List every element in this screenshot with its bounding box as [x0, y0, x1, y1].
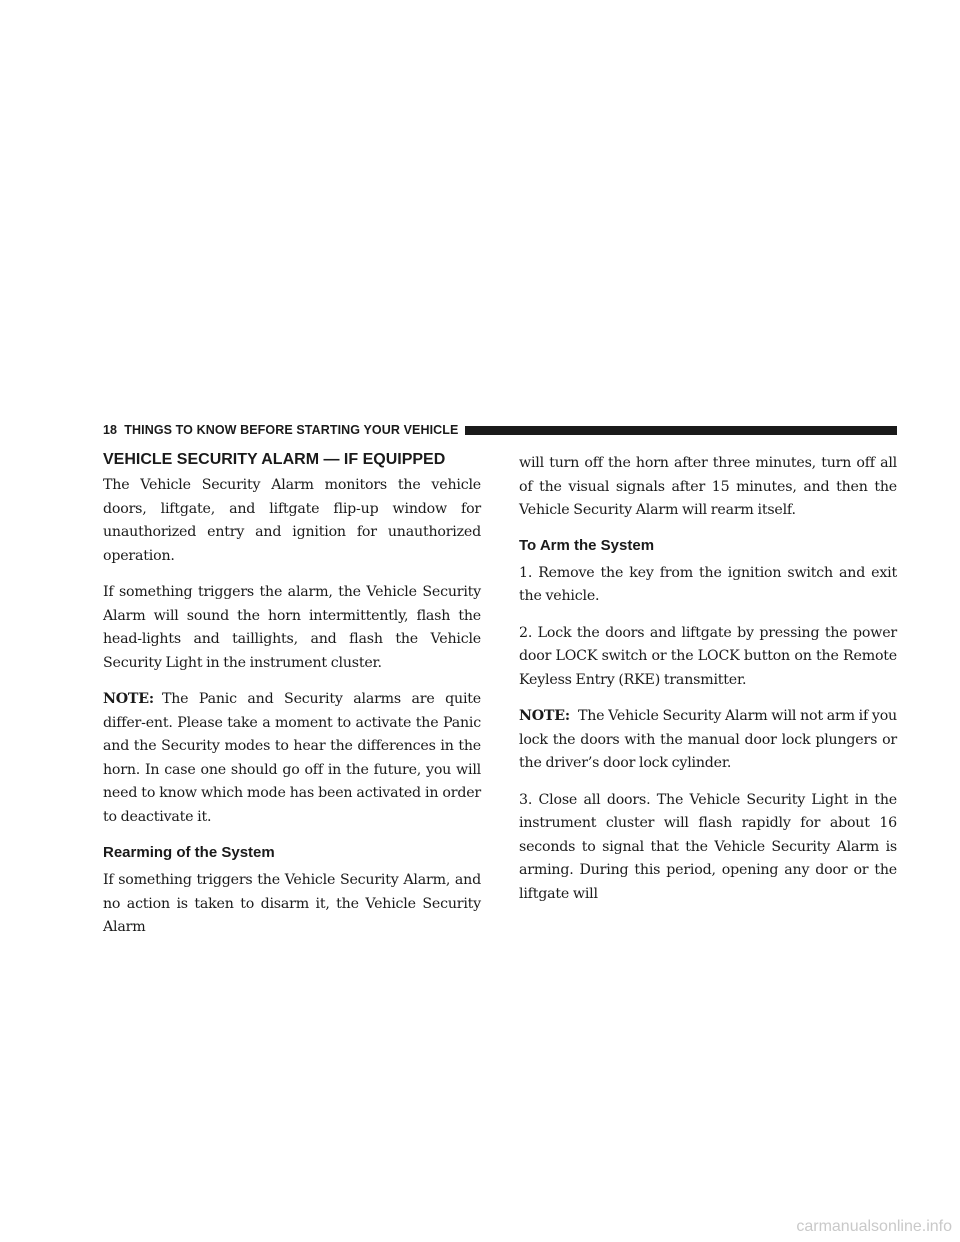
note-text: The Panic and Security alarms are quite differ-ent. Please take a moment to activate the Panic and the Security modes to hear the differences in the horn. In case one should go off in the future, you will need to know which mode has been activated in order to deactivate it.: [103, 691, 481, 825]
paragraph-triggers: If something triggers the alarm, the Vehicle Security Alarm will sound the horn intermittently, flash the head-lights and taillights, and flash the Vehicle Security Light in the instrument cluster.: [103, 584, 481, 671]
paragraph-rearming: If something triggers the Vehicle Security Alarm, and no action is taken to disarm it, the Vehicle Security Alarm: [103, 872, 481, 935]
paragraph-monitors: The Vehicle Security Alarm monitors the vehicle doors, liftgate, and liftgate flip-up window for unauthorized entry and ignition for unauthorized operation.: [103, 477, 481, 564]
chapter-title: THINGS TO KNOW BEFORE STARTING YOUR VEHICLE: [124, 423, 459, 437]
section-heading: VEHICLE SECURITY ALARM — IF EQUIPPED: [103, 451, 446, 468]
note-panic: [103, 688, 481, 829]
running-head: [103, 419, 897, 441]
step-2: 2. Lock the doors and liftgate by pressing the power door LOCK switch or the LOCK button on the Remote Keyless Entry (RKE) transmitter.: [519, 624, 897, 688]
note-label: NOTE:: [519, 708, 570, 724]
watermark: carmanualsonline.info: [796, 1218, 952, 1235]
step-1: 1. Remove the key from the ignition switch and exit the vehicle.: [519, 564, 897, 604]
running-head-text: [103, 423, 458, 437]
left-column: [103, 450, 481, 953]
paragraph-rearm-continued: will turn off the horn after three minutes, turn off all of the visual signals after 15 minutes, and then the Vehicle Security Alarm will rearm itself.: [519, 455, 897, 518]
note-label: NOTE:: [103, 691, 154, 707]
subheading-arm: To Arm the System: [519, 536, 655, 554]
note-manual-lock: [519, 705, 897, 776]
page-number: 18: [103, 423, 118, 437]
header-rule: [465, 426, 897, 435]
subheading-rearming: Rearming of the System: [103, 844, 275, 861]
step-3: 3. Close all doors. The Vehicle Security Light in the instrument cluster will flash rapidly for about 16 seconds to signal that the Vehicle Security Alarm is arming. During this period, opening any door or the liftgate will: [519, 791, 897, 902]
right-column: [519, 452, 897, 919]
note-text: The Vehicle Security Alarm will not arm if you lock the doors with the manual door lock plungers or the driver’s door lock cylinder.: [519, 708, 897, 771]
